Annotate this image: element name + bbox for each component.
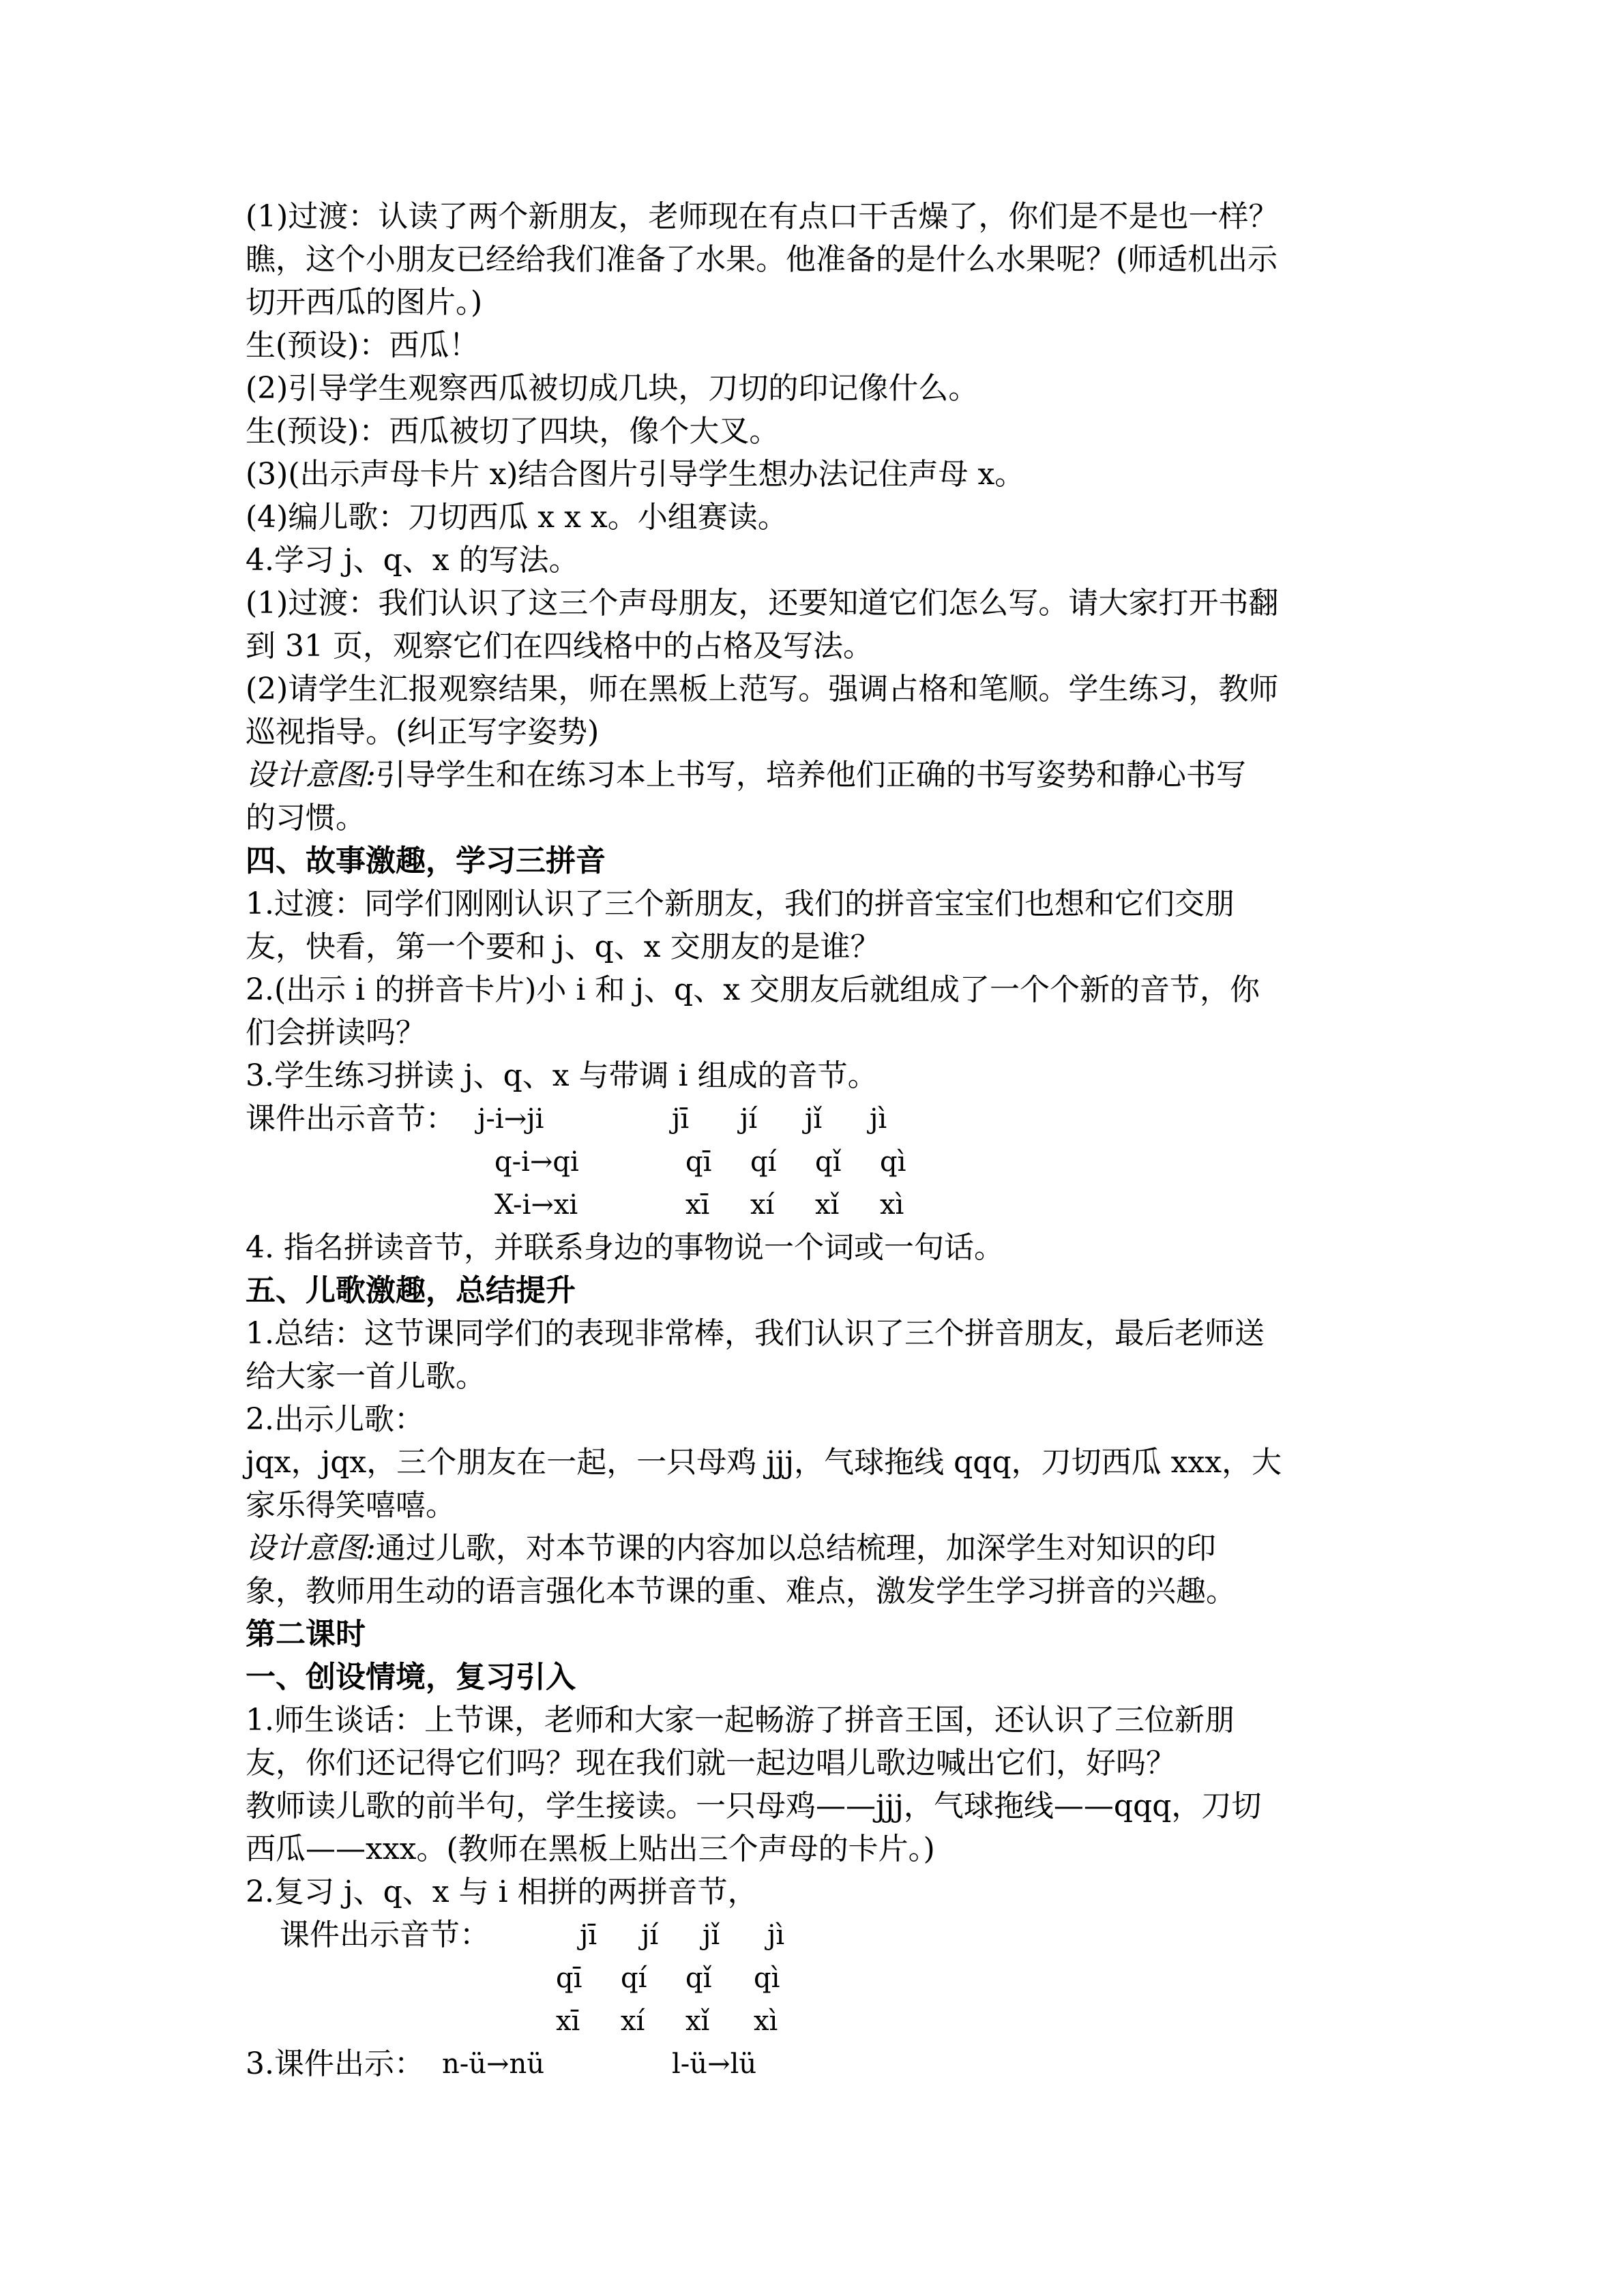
courseware-label: 课件出示音节： (280, 1918, 490, 1952)
text-line: 生(预设)：西瓜被切了四块，像个大叉。 (246, 414, 780, 449)
section-heading: 四、故事激趣，学习三拼音 (246, 844, 606, 878)
text-line: 巡视指导。(纠正写字姿势) (246, 715, 600, 749)
syllable-formula: q-i→qi (494, 1146, 579, 1178)
text-line: 2.出示儿歌： (246, 1402, 424, 1437)
text-line: 1.总结：这节课同学们的表现非常棒，我们认识了三个拼音朋友，最后老师送 (246, 1316, 1265, 1351)
text-line: 家乐得笑嘻嘻。 (246, 1488, 456, 1523)
text-line: 4. 指名拼读音节，并联系身边的事物说一个词或一句话。 (246, 1230, 1004, 1265)
text-line: 们会拼读吗？ (246, 1015, 426, 1050)
syllable-formula: j-i→ji (477, 1103, 544, 1135)
text-line: (1)过渡：我们认识了这三个声母朋友，还要知道它们怎么写。请大家打开书翻 (246, 586, 1279, 621)
syllable: qǐ (685, 1963, 712, 1994)
text-line: 到 31 页，观察它们在四线格中的占格及写法。 (246, 629, 873, 664)
text-line: 3.学生练习拼读 j、q、x 与带调 i 组成的音节。 (246, 1058, 878, 1093)
text-line: (1)过渡：认读了两个新朋友，老师现在有点口干舌燥了，你们是不是也一样？ (246, 199, 1279, 234)
syllable: qī (556, 1963, 582, 1994)
lesson-title: 第二课时 (246, 1617, 366, 1652)
design-intent-line (246, 1530, 1216, 1568)
syllable: xī (556, 2006, 580, 2037)
syllable: qī (685, 1146, 712, 1178)
text-line: 2.(出示 i 的拼音卡片)小 i 和 j、q、x 交朋友后就组成了一个个新的音节，你 (246, 972, 1260, 1007)
syllable: jǐ (805, 1103, 823, 1135)
courseware-label: 3.课件出示： (246, 2046, 424, 2081)
syllable: jǐ (703, 1920, 720, 1951)
syllable-formula: l-ü→lü (672, 2048, 757, 2080)
syllable: jí (740, 1103, 758, 1135)
design-intent-line (246, 756, 1246, 794)
syllable: xī (685, 1189, 710, 1221)
design-intent-label: 设计意图: (246, 1531, 376, 1566)
text-line: (2)请学生汇报观察结果，师在黑板上范写。强调占格和笔顺。学生练习，教师 (246, 672, 1279, 706)
syllable: jì (870, 1103, 887, 1135)
design-intent-text: 引导学生和在练习本上书写，培养他们正确的书写姿势和静心书写 (375, 758, 1246, 792)
text-line: 1.师生谈话：上节课，老师和大家一起畅游了拼音王国，还认识了三位新朋 (246, 1703, 1235, 1738)
text-line: 2.复习 j、q、x 与 i 相拼的两拼音节， (246, 1875, 758, 1909)
syllable: xí (750, 1189, 775, 1221)
text-line: 切开西瓜的图片。) (246, 285, 483, 320)
text-line: 的习惯。 (246, 801, 366, 835)
text-line: 给大家一首儿歌。 (246, 1359, 486, 1394)
syllable: jī (580, 1920, 597, 1951)
syllable: qì (880, 1146, 906, 1178)
syllable: qí (750, 1146, 777, 1178)
syllable-formula: n-ü→nü (442, 2048, 545, 2080)
syllable: xí (621, 2006, 645, 2037)
text-line: 西瓜——xxx。(教师在黑板上贴出三个声母的卡片。) (246, 1832, 935, 1866)
text-line: 4.学习 j、q、x 的写法。 (246, 543, 579, 578)
syllable: qì (754, 1963, 780, 1994)
syllable: qǐ (815, 1146, 842, 1178)
syllable: qí (621, 1963, 647, 1994)
text-line: 瞧，这个小朋友已经给我们准备了水果。他准备的是什么水果呢？(师适机出示 (246, 242, 1278, 277)
text-line: 友，你们还记得它们吗？现在我们就一起边唱儿歌边喊出它们，好吗？ (246, 1746, 1176, 1780)
text-line: (3)(出示声母卡片 x)结合图片引导学生想办法记住声母 x。 (246, 457, 1025, 492)
syllable: jī (672, 1103, 690, 1135)
syllable-formula: X-i→xi (494, 1189, 578, 1221)
syllable: xǐ (685, 2006, 710, 2037)
text-line: 象，教师用生动的语言强化本节课的重、难点，激发学生学习拼音的兴趣。 (246, 1574, 1236, 1609)
text-line: 友，快看，第一个要和 j、q、x 交朋友的是谁？ (246, 929, 881, 964)
syllable: xǐ (815, 1189, 840, 1221)
syllable: jì (767, 1920, 785, 1951)
syllable: xì (880, 1189, 904, 1221)
section-heading: 一、创设情境，复习引入 (246, 1660, 576, 1695)
text-line: 生(预设)：西瓜！ (246, 328, 479, 363)
text-line: 1.过渡：同学们刚刚认识了三个新朋友，我们的拼音宝宝们也想和它们交朋 (246, 886, 1235, 921)
text-line: 教师读儿歌的前半句，学生接读。一只母鸡——jjj，气球拖线——qqq，刀切 (246, 1789, 1262, 1823)
text-line: jqx，jqx，三个朋友在一起，一只母鸡 jjj，气球拖线 qqq，刀切西瓜 xxx，大 (246, 1445, 1282, 1480)
syllable: xì (754, 2006, 778, 2037)
design-intent-text: 通过儿歌，对本节课的内容加以总结梳理，加深学生对知识的印 (375, 1531, 1216, 1566)
text-line: (2)引导学生观察西瓜被切成几块，刀切的印记像什么。 (246, 371, 979, 406)
text-line: (4)编儿歌：刀切西瓜 x x x。小组赛读。 (246, 500, 788, 535)
design-intent-label: 设计意图: (246, 758, 376, 792)
courseware-label: 课件出示音节： (246, 1101, 456, 1136)
syllable: jí (641, 1920, 659, 1951)
section-heading: 五、儿歌激趣，总结提升 (246, 1273, 576, 1308)
